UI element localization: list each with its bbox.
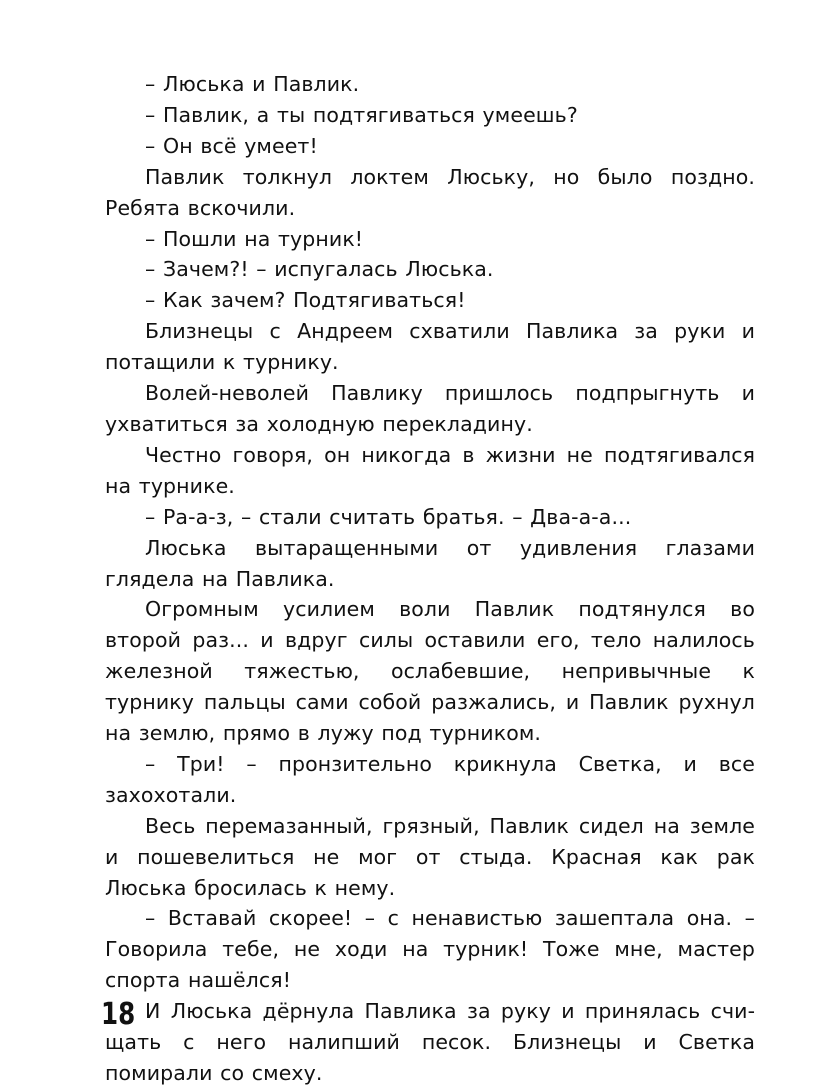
paragraph-12: Люська вытаращенными от удивления глазами глядела на Павлика. [105,535,755,591]
text-column [105,69,755,1089]
paragraph-16: – Вставай скорее! – с ненавистью зашептала она. – Говорила тебе, не ходи на турник! Тоже мне, мастер спорта нашёлся! [105,906,755,993]
paragraph-6: – Зачем?! – испугалась Люська. [145,257,494,282]
paragraph-1: – Люська и Павлик. [145,72,360,96]
paragraph-5: – Пошли на турник! [145,226,364,251]
paragraph-15: Весь перемазанный, грязный, Павлик сидел на земле и пошевелиться не мог от стыда. Красная как рак Люська бросилась к нему. [105,813,755,900]
paragraph-13: Огромным усилием воли Павлик подтянулся во второй раз... и вдруг силы оставили его, тело налилось железной тяжестью, ослабевшие, непривычные к турнику пальцы сами собой разжались, и Павлик рухнул на землю, прямо в лужу под турником. [105,597,755,746]
paragraph-10: Честно говоря, он никогда в жизни не подтягивался на турнике. [105,442,755,498]
paragraph-7: – Как зачем? Подтягиваться! [145,288,466,313]
paragraph-11: – Ра-а-з, – стали считать братья. – Два-а-а... [145,504,632,529]
page-number: 18 [101,997,136,1032]
paragraph-17: И Люська дёрнула Павлика за руку и принялась счищать с него налипший песок. Близнецы и Светка помирали со смеху. [105,999,755,1085]
paragraph-14: – Три! – пронзительно крикнула Светка, и все захохотали. [105,751,755,807]
paragraph-2: – Павлик, а ты подтягиваться умеешь? [145,102,578,127]
paragraph-4: Павлик толкнул локтем Люську, но было поздно. Ребята вскочили. [105,164,755,220]
paragraph-9: Волей-неволей Павлику пришлось подпрыгнуть и ухватиться за холодную перекладину. [105,381,755,436]
paragraph-8: Близнецы с Андреем схватили Павлика за руки и потащили к турнику. [105,319,755,375]
paragraph-3: – Он всё умеет! [145,133,318,158]
